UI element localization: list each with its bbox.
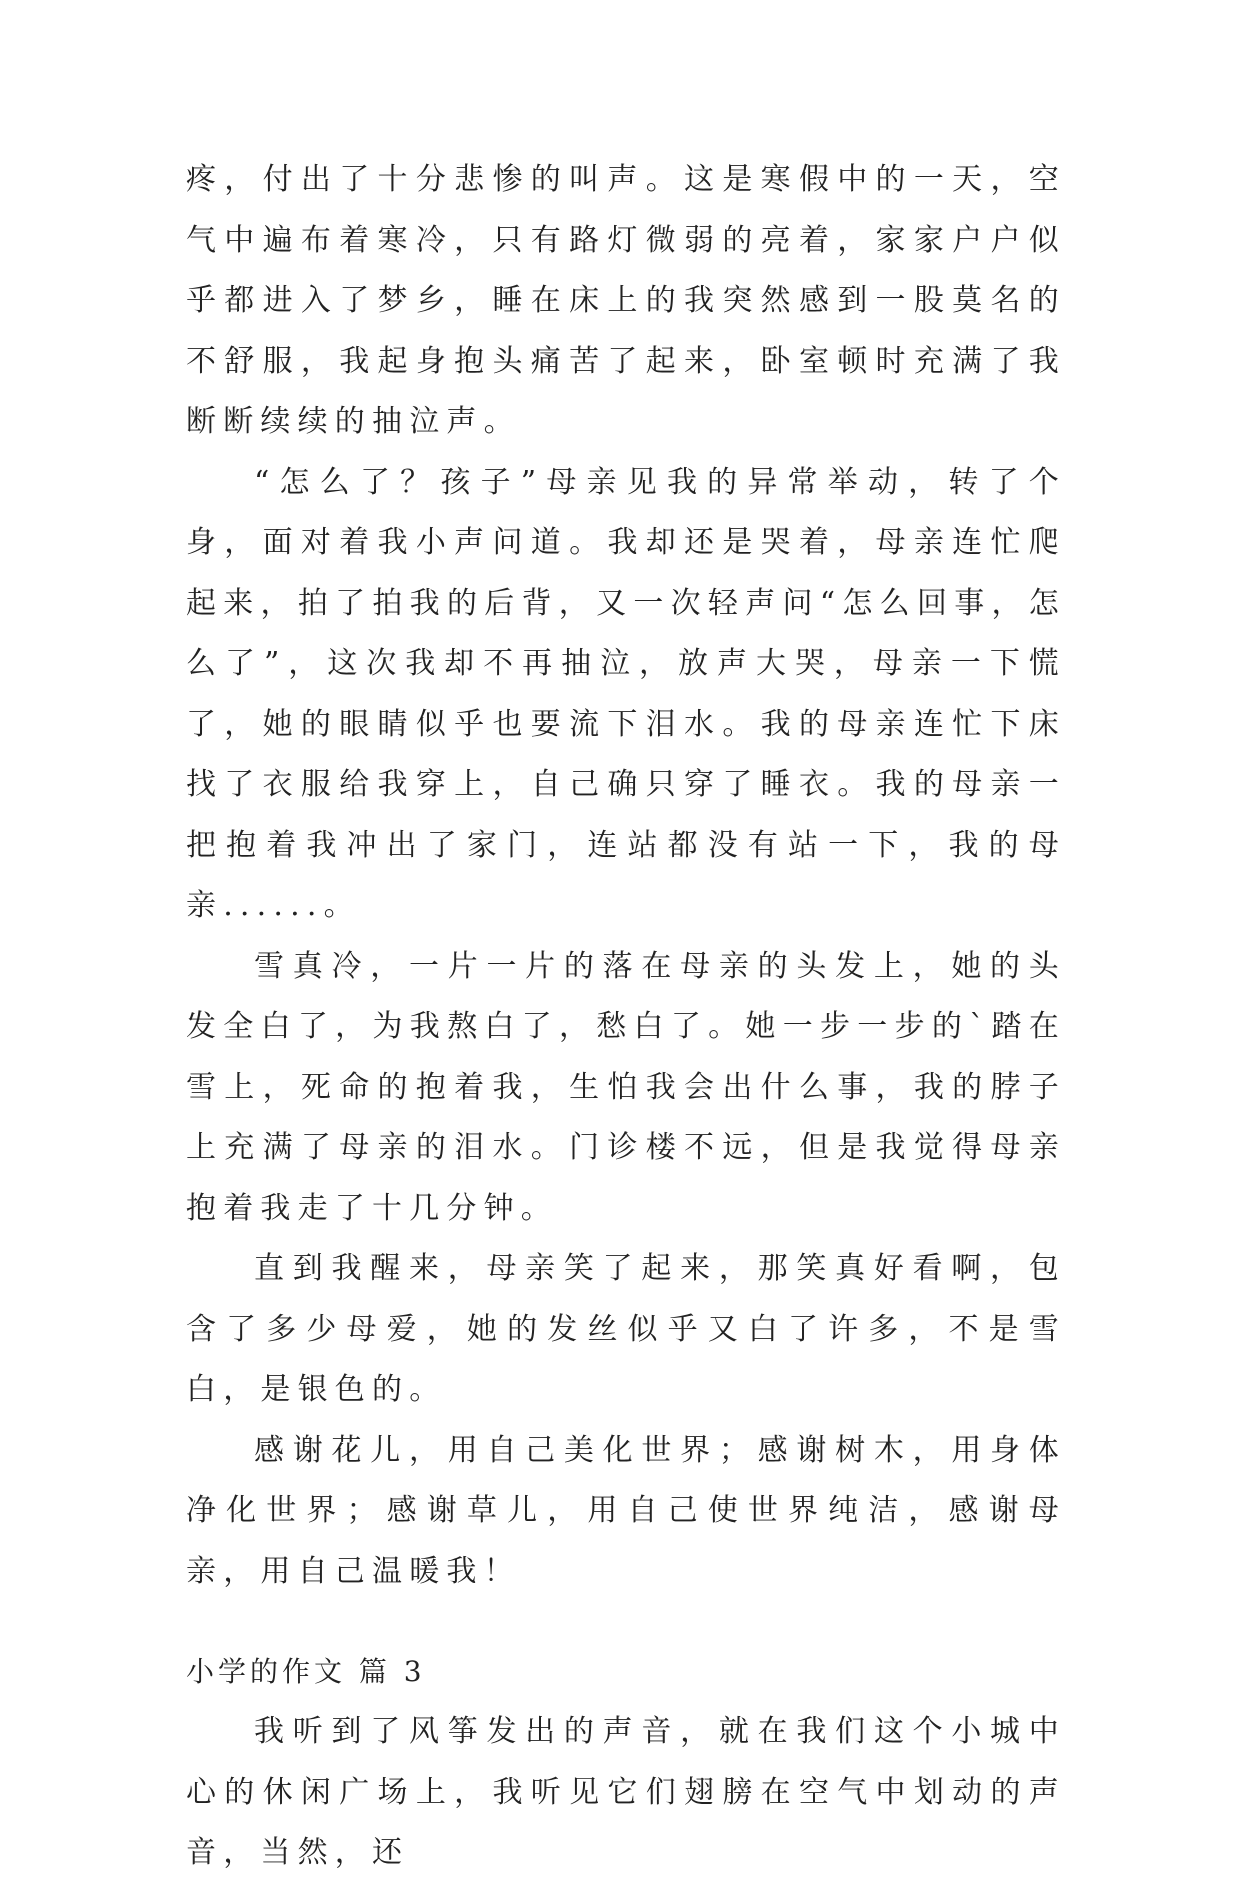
paragraph-4: 直到我醒来，母亲笑了起来，那笑真好看啊，包含了多少母爱，她的发丝似乎又白了许多，不是雪白，是银色的。: [186, 1251, 1066, 1407]
document-body: [186, 150, 1066, 1884]
section-title: 小学的作文 篇 3: [186, 1655, 426, 1688]
paragraph-2: “怎么了？孩子”母亲见我的异常举动，转了个身，面对着我小声问道。我却还是哭着，母亲连忙爬起来，拍了拍我的后背，又一次轻声问“怎么回事，怎么了”，这次我却不再抽泣，放声大哭，母亲一下慌了，她的眼睛似乎也要流下泪水。我的母亲连忙下床找了衣服给我穿上，自己确只穿了睡衣。我的母亲一把抱着我冲出了家门，连站都没有站一下，我的母亲......。: [186, 464, 1066, 923]
section-paragraph-1: 我听到了风筝发出的声音，就在我们这个小城中心的休闲广场上，我听见它们翅膀在空气中划动的声音，当然，还: [186, 1714, 1066, 1870]
paragraph-3: 雪真冷，一片一片的落在母亲的头发上，她的头发全白了，为我熬白了，愁白了。她一步一步的`踏在雪上，死命的抱着我，生怕我会出什么事，我的脖子上充满了母亲的泪水。门诊楼不远，但是我觉得母亲抱着我走了十几分钟。: [186, 948, 1066, 1226]
paragraph-5: 感谢花儿，用自己美化世界；感谢树木，用身体净化世界；感谢草儿，用自己使世界纯洁，感谢母亲，用自己温暖我！: [186, 1432, 1066, 1589]
paragraph-1: 疼，付出了十分悲惨的叫声。这是寒假中的一天，空气中遍布着寒冷，只有路灯微弱的亮着，家家户户似乎都进入了梦乡，睡在床上的我突然感到一股莫名的不舒服，我起身抱头痛苦了起来，卧室顿时充满了我断断续续的抽泣声。: [186, 162, 1066, 439]
